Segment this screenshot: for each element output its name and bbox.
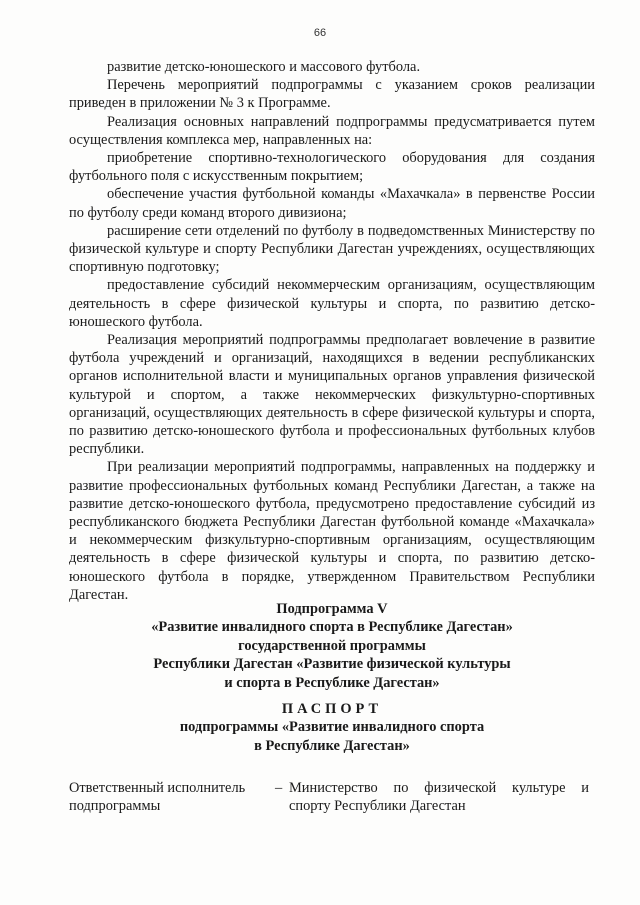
body-text: [69, 58, 595, 604]
passport-subtitle-line: в Республике Дагестан»: [254, 737, 410, 754]
subprogram-heading: [69, 600, 595, 692]
passport-row-value-line: Министерство по физической культуре и: [289, 780, 589, 796]
passport-row-value: [289, 779, 589, 815]
page-number: 66: [313, 27, 327, 39]
passport-subtitle-line: подпрограммы «Развитие инвалидного спорта: [179, 719, 485, 736]
passport-row-dash: –: [275, 780, 283, 796]
passport-row-label: Ответственный исполнитель подпрограммы: [69, 780, 246, 815]
paragraph: расширение сети отделений по футболу в подведомственных Министерству по физической культуре и спорту Республики Дагестан учреждениях, осуществляющих спортивную подготовку;: [69, 222, 595, 276]
subprogram-heading-line: Республики Дагестан «Развитие физической культуры: [153, 656, 511, 673]
paragraph: развитие детско-юношеского и массового футбола.: [107, 59, 421, 75]
paragraph: приобретение спортивно-технологического оборудования для создания футбольного поля с искусственным покрытием;: [69, 150, 595, 185]
subprogram-heading-line: и спорта в Республике Дагестан»: [224, 674, 440, 691]
subprogram-heading-line: Подпрограмма V: [276, 601, 388, 617]
subprogram-heading-line: «Развитие инвалидного спорта в Республике Дагестан»: [151, 619, 513, 636]
paragraph: Перечень мероприятий подпрограммы с указанием сроков реализации приведен в приложении № 3 к Программе.: [69, 77, 595, 112]
passport-row-value-line: спорту Республики Дагестан: [289, 798, 466, 815]
paragraph: При реализации мероприятий подпрограммы, направленных на поддержку и развитие профессиональных футбольных команд Республики Дагестан, а также на развитие детско-юношеского футбола, предусмотрено предоставление субсидий из республиканского бюджета Республики Дагестан футбольной команде «Махачкала» и некоммерческим физкультурно-спортивным организациям, осуществляющим деятельность в сфере физической культуры и спорта, по развитию детско-юношеского футбола в порядке, утвержденном Правительством Республики Дагестан.: [69, 459, 595, 603]
passport-title: ПАСПОРТ: [281, 701, 383, 717]
passport-heading: [69, 700, 595, 755]
subprogram-heading-line: государственной программы: [238, 637, 426, 654]
paragraph: Реализация мероприятий подпрограммы предполагает вовлечение в развитие футбола учреждений и организаций, находящихся в ведении республиканских органов исполнительной власти и муниципальных органов управления физической культурой и спортом, а также некоммерческих физкультурно-спортивных организаций, осуществляющих деятельность в сфере физической культуры и спорта, по развитию детско-юношеского футбола и профессиональных футбольных клубов республики.: [69, 332, 595, 458]
paragraph: Реализация основных направлений подпрограммы предусматривается путем осуществления комплекса мер, направленных на:: [69, 113, 595, 148]
paragraph: предоставление субсидий некоммерческим организациям, осуществляющим деятельность в сфере физической культуры и спорта, по развитию детско-юношеского футбола.: [69, 277, 595, 330]
paragraph: обеспечение участия футбольной команды «Махачкала» в первенстве России по футболу среди команд второго дивизиона;: [69, 186, 595, 221]
passport-row-responsible-executor: [69, 779, 595, 815]
